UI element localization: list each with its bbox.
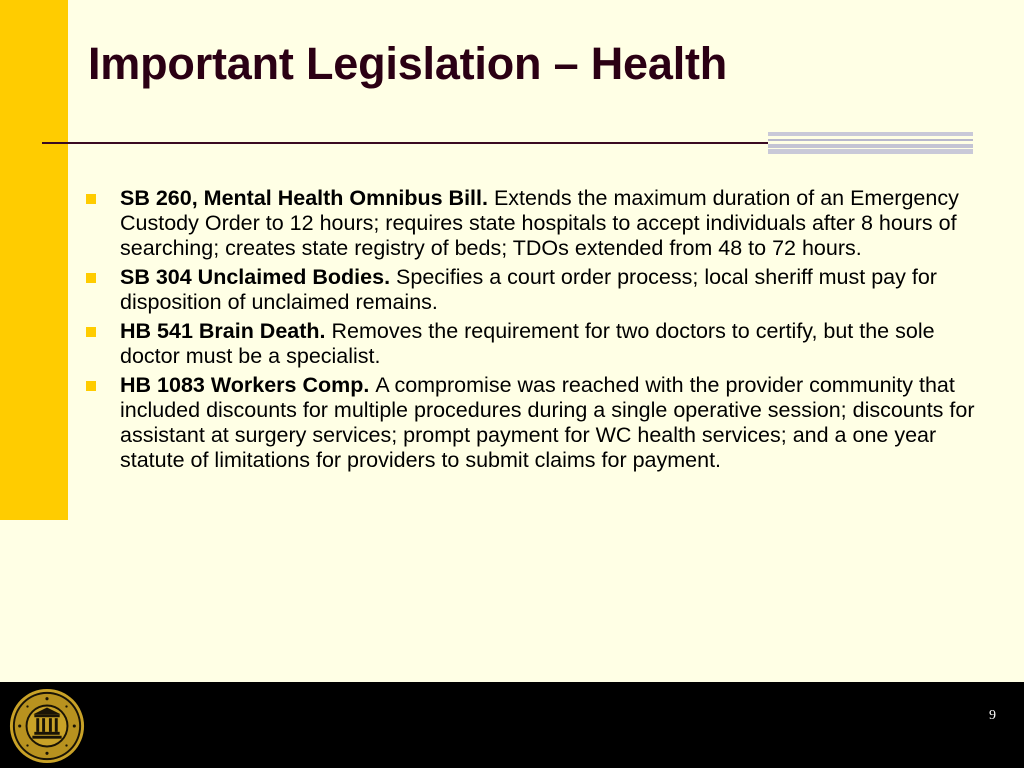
bullet-item-sb-304 — [86, 265, 998, 315]
bullet-body: Extends the maximum duration of an Emergency Custody Order to 12 hours; requires state hospitals to accept individuals after 8 hours of searching; creates state registry of beds; TDOs extended from 48 to 72 hours. — [120, 186, 959, 260]
footer-bar — [0, 682, 1024, 768]
bullet-item-hb-1083 — [86, 373, 998, 473]
square-bullet-icon — [86, 194, 96, 204]
page-number: 9 — [989, 708, 996, 723]
bullet-heading: HB 541 Brain Death. — [120, 319, 332, 343]
bullet-body: A compromise was reached with the provider community that included discounts for multiple procedures during a single operative session; discounts for assistant at surgery services; prompt payment for WC health services; and a one year statute of limitations for providers to submit claims for payment. — [120, 373, 975, 472]
bullet-body: Removes the requirement for two doctors to certify, but the sole doctor must be a specialist. — [120, 319, 935, 368]
square-bullet-icon — [86, 327, 96, 337]
title-rule-accent — [768, 132, 973, 154]
square-bullet-icon — [86, 381, 96, 391]
bullet-body: Specifies a court order process; local sheriff must pay for disposition of unclaimed remains. — [120, 265, 937, 314]
left-accent-bar — [0, 0, 68, 520]
bullet-list — [86, 186, 998, 477]
bullet-heading: SB 260, Mental Health Omnibus Bill. — [120, 186, 494, 210]
bullet-item-sb-260 — [86, 186, 998, 261]
slide-title: Important Legislation – Health — [88, 38, 728, 89]
bullet-item-hb-541 — [86, 319, 998, 369]
square-bullet-icon — [86, 273, 96, 283]
bullet-heading: HB 1083 Workers Comp. — [120, 373, 376, 397]
university-seal-icon — [8, 687, 86, 765]
bullet-heading: SB 304 Unclaimed Bodies. — [120, 265, 397, 289]
